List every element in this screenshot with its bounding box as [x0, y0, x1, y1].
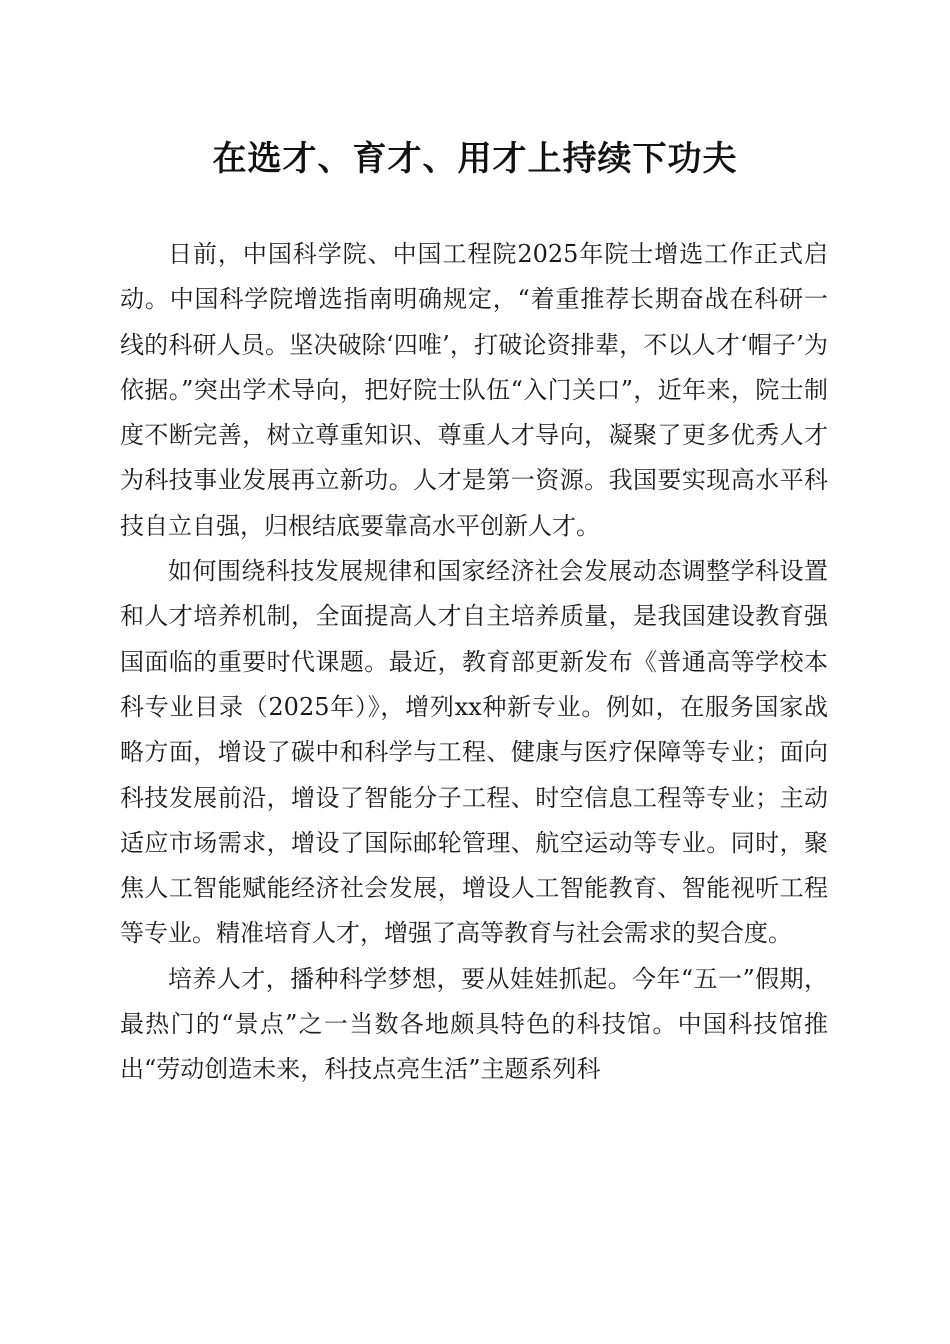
document-title: 在选才、育才、用才上持续下功夫 — [212, 139, 738, 179]
paragraph-1: 日前，中国科学院、中国工程院2025年院士增选工作正式启动。中国科学院增选指南明确规定，“着重推荐长期奋战在科研一线的科研人员。坚决破除‘四唯’，打破论资排辈，不以人才‘帽子’为依据。”突出学术导向，把好院士队伍“入门关口”，近年来，院士制度不断完善，树立尊重知识、尊重人才导向，凝聚了更多优秀人才为科技事业发展再立新功。人才是第一资源。我国要实现高水平科技自立自强，归根结底要靠高水平创新人才。 — [120, 240, 828, 540]
document-body — [120, 232, 828, 1093]
paragraph-2: 如何围绕科技发展规律和国家经济社会发展动态调整学科设置和人才培养机制，全面提高人才自主培养质量，是我国建设教育强国面临的重要时代课题。最近，教育部更新发布《普通高等学校本科专业目录（2025年）》，增列xx种新专业。例如，在服务国家战略方面，增设了碳中和科学与工程、健康与医疗保障等专业；面向科技发展前沿，增设了智能分子工程、时空信息工程等专业；主动适应市场需求，增设了国际邮轮管理、航空运动等专业。同时，聚焦人工智能赋能经济社会发展，增设人工智能教育、智能视听工程等专业。精准培育人才，增强了高等教育与社会需求的契合度。 — [120, 557, 828, 948]
paragraph-3: 培养人才，播种科学梦想，要从娃娃抓起。今年“五一”假期，最热门的“景点”之一当数各地颇具特色的科技馆。中国科技馆推出“劳动创造未来，科技点亮生活”主题系列科 — [120, 964, 828, 1084]
